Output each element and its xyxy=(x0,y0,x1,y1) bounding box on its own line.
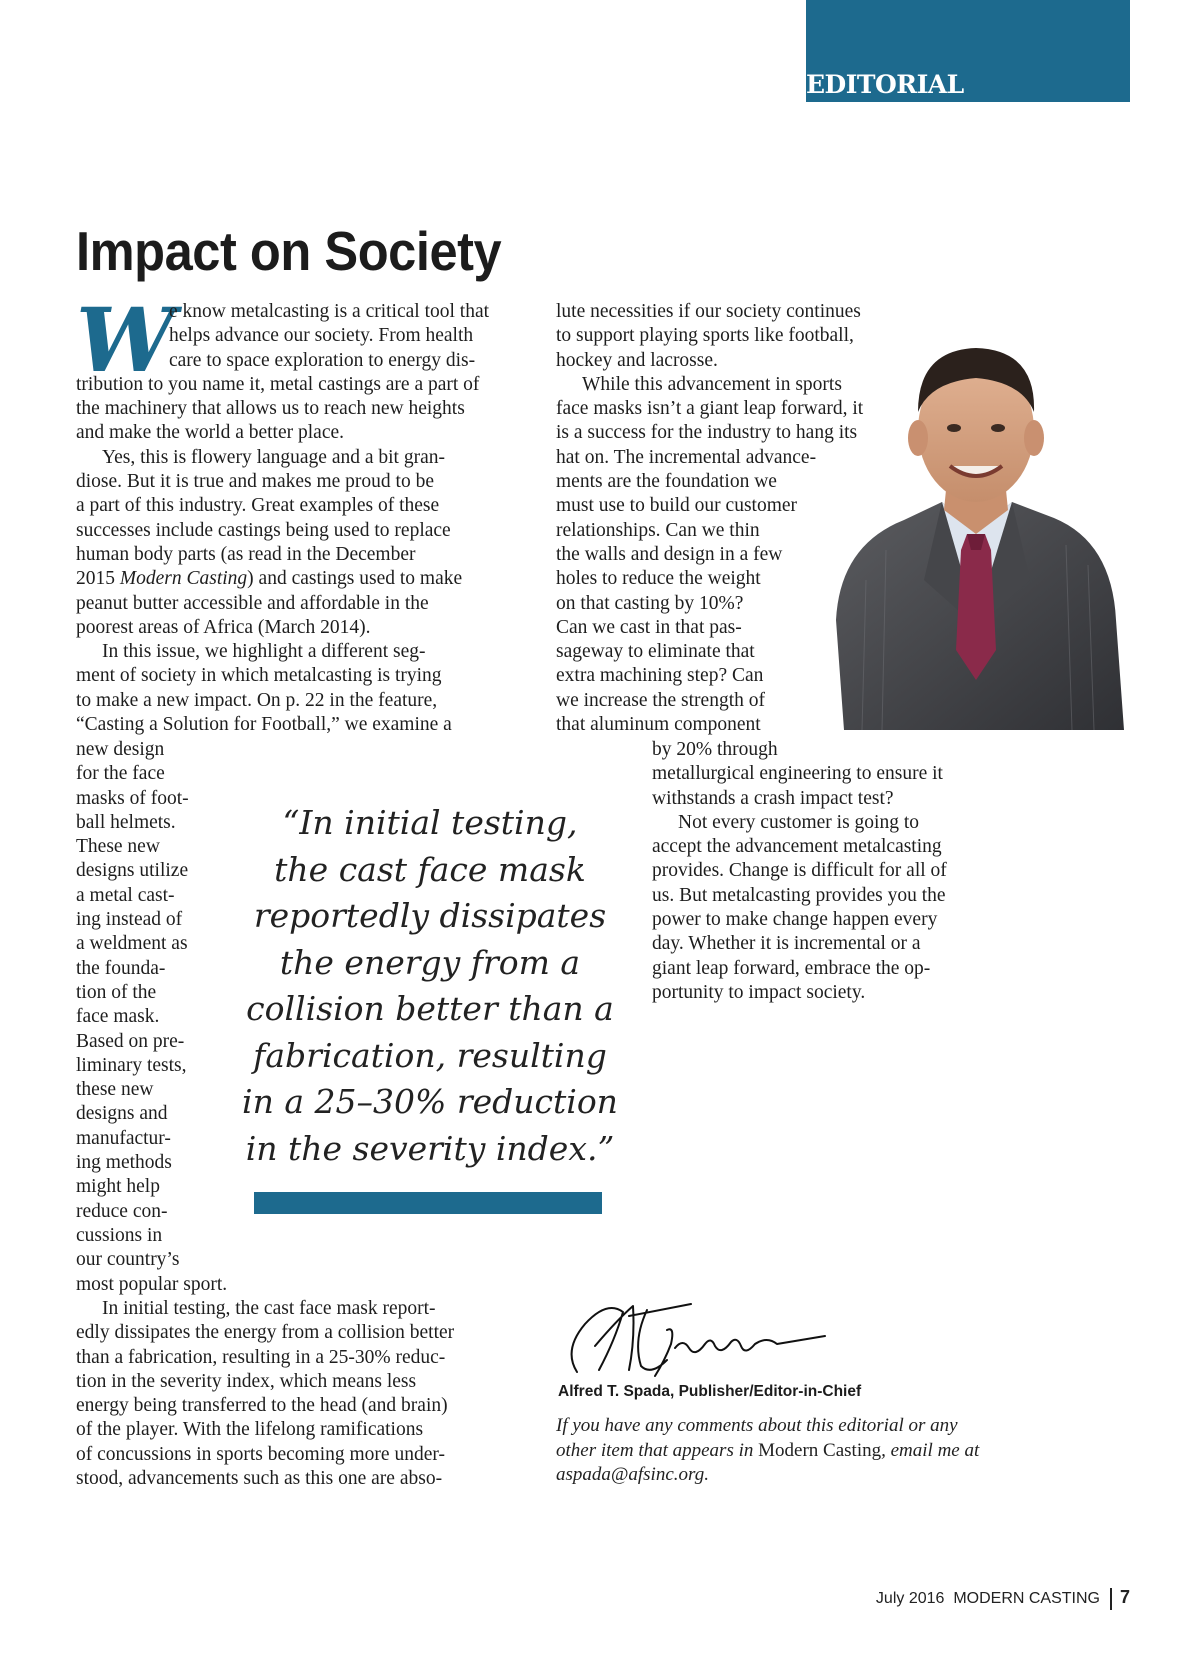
body-line: hat on. The incremental advance- xyxy=(556,446,817,468)
body-line: withstands a crash impact test? xyxy=(652,787,894,809)
body-line: successes include castings being used to replace xyxy=(76,519,451,541)
body-line: face mask. xyxy=(76,1006,160,1028)
body-line: these new xyxy=(76,1079,154,1101)
pull-quote-line: reportedly dissipates xyxy=(253,896,607,935)
body-line: Yes, this is flowery language and a bit gran- xyxy=(102,446,445,468)
body-line: helps advance our society. From health xyxy=(169,325,474,347)
footer-date: July 2016 xyxy=(875,1590,945,1607)
body-line: we increase the strength of xyxy=(556,689,765,711)
body-line: that aluminum component xyxy=(556,714,761,736)
body-line: In initial testing, the cast face mask report- xyxy=(102,1298,436,1319)
email-address: aspada@afsinc.org. xyxy=(556,1464,709,1485)
body-line: poorest areas of Africa (March 2014). xyxy=(76,616,371,638)
footer-divider xyxy=(1110,1588,1112,1610)
body-line: In this issue, we highlight a different seg- xyxy=(102,641,426,663)
body-line: diose. But it is true and makes me proud to be xyxy=(76,471,434,493)
pull-quote-line: the cast face mask xyxy=(274,849,586,889)
body-line: designs and xyxy=(76,1103,168,1125)
column-2 xyxy=(556,300,863,737)
body-line: accept the advancement metalcasting xyxy=(652,836,942,858)
pull-quote-bar xyxy=(254,1192,602,1214)
body-line: most popular sport. xyxy=(76,1273,228,1295)
note-line xyxy=(556,1439,979,1464)
body-line: the machinery that allows us to reach new heights xyxy=(76,398,465,420)
body-line: ing instead of xyxy=(76,909,183,931)
body-line: masks of foot- xyxy=(76,787,189,809)
body-line: of the player. With the lifelong ramifications xyxy=(76,1419,424,1441)
body-line: of concussions in sports becoming more under- xyxy=(76,1443,445,1465)
body-line: the founda- xyxy=(76,957,166,979)
note-text: other item that appears in xyxy=(556,1439,759,1461)
column-1-bottom xyxy=(76,1297,454,1491)
body-line: peanut butter accessible and affordable in the xyxy=(76,592,429,614)
body-line: must use to build our customer xyxy=(556,495,798,517)
column-1-narrow xyxy=(76,738,227,1297)
body-line: to make a new impact. On p. 22 in the feature, xyxy=(76,689,438,711)
body-line: a weldment as xyxy=(76,933,188,955)
body-line: us. But metalcasting provides you the xyxy=(652,884,946,906)
body-line: a metal cast- xyxy=(76,884,175,906)
body-line: e know metalcasting is a critical tool that xyxy=(169,301,490,322)
body-line: edly dissipates the energy from a collision better xyxy=(76,1322,455,1344)
body-line: metallurgical engineering to ensure it xyxy=(652,763,943,785)
body-line: stood, advancements such as this one are abso- xyxy=(76,1468,443,1490)
body-line: relationships. Can we thin xyxy=(556,519,760,541)
body-line: Can we cast in that pas- xyxy=(556,616,742,638)
pull-quote-line: in a 25–30% reduction xyxy=(242,1082,618,1121)
body-line: face masks isn’t a giant leap forward, it xyxy=(556,398,864,420)
body-line: reduce con- xyxy=(76,1200,168,1222)
column-1-top xyxy=(76,288,490,737)
section-tab-label: EDITORIAL xyxy=(806,70,964,99)
body-line: human body parts (as read in the December xyxy=(76,543,416,565)
page-title: Impact on Society xyxy=(76,220,502,282)
body-line: While this advancement in sports xyxy=(582,373,842,395)
body-line: than a fabrication, resulting in a 25-30% reduc- xyxy=(76,1346,446,1368)
body-line: the walls and design in a few xyxy=(556,543,783,565)
body-line: designs utilize xyxy=(76,860,189,882)
body-line: might help xyxy=(76,1176,160,1198)
pull-quote-line: collision better than a xyxy=(246,989,614,1028)
body-line: Based on pre- xyxy=(76,1030,185,1052)
body-line: on that casting by 10%? xyxy=(556,592,744,614)
body-line: power to make change happen every xyxy=(652,909,938,931)
note-text: , email me at xyxy=(881,1439,980,1461)
pull-quote-line: “In initial testing, xyxy=(282,803,578,842)
body-line: day. Whether it is incremental or a xyxy=(652,933,921,955)
body-line: extra machining step? Can xyxy=(556,665,764,687)
body-line: a part of this industry. Great examples of these xyxy=(76,495,440,517)
note-line xyxy=(556,1463,979,1488)
body-line: holes to reduce the weight xyxy=(556,568,761,590)
body-line: ment of society in which metalcasting is trying xyxy=(76,665,442,687)
body-line: sageway to eliminate that xyxy=(556,641,755,663)
body-text: ) and castings used to make xyxy=(247,568,463,590)
body-line: and make the world a better place. xyxy=(76,422,345,444)
body-line: for the face xyxy=(76,763,165,785)
column-2-lower xyxy=(652,738,947,1005)
body-line: liminary tests, xyxy=(76,1054,187,1076)
page-number: 7 xyxy=(1119,1587,1130,1607)
body-line: ing methods xyxy=(76,1152,172,1174)
body-line: care to space exploration to energy dis- xyxy=(169,349,476,371)
editor-signature xyxy=(555,1290,835,1380)
body-line: tion in the severity index, which means less xyxy=(76,1370,417,1392)
body-line: tion of the xyxy=(76,981,157,1003)
body-line: is a success for the industry to hang its xyxy=(556,422,858,444)
editor-portrait-photo xyxy=(826,320,1124,730)
body-line: lute necessities if our society continues xyxy=(556,301,861,322)
body-line: to support playing sports like football, xyxy=(556,325,854,347)
body-text: 2015 xyxy=(76,568,120,590)
contact-note xyxy=(556,1414,979,1488)
body-line: new design xyxy=(76,739,165,760)
body-line: energy being transferred to the head (and brain) xyxy=(76,1395,448,1417)
body-line: These new xyxy=(76,836,160,858)
body-line: manufactur- xyxy=(76,1127,171,1149)
body-line: our country’s xyxy=(76,1249,180,1271)
pull-quote xyxy=(230,800,630,1172)
body-line: portunity to impact society. xyxy=(652,981,866,1003)
body-line: “Casting a Solution for Football,” we examine a xyxy=(76,714,452,736)
body-line: cussions in xyxy=(76,1224,163,1246)
note-text: If you have any comments about this editorial or any xyxy=(556,1415,958,1436)
body-line: tribution to you name it, metal castings are a part of xyxy=(76,373,480,395)
pull-quote-line: the energy from a xyxy=(279,942,581,982)
body-line: giant leap forward, embrace the op- xyxy=(652,957,931,979)
magazine-name: Modern Casting xyxy=(119,568,248,590)
drop-cap: W xyxy=(76,288,175,392)
magazine-name: Modern Casting xyxy=(758,1439,882,1461)
body-line: ments are the foundation we xyxy=(556,471,777,493)
body-line: provides. Change is difficult for all of xyxy=(652,860,947,882)
footer-magazine: MODERN CASTING xyxy=(953,1590,1100,1607)
body-line: by 20% through xyxy=(652,739,778,760)
pull-quote-line: in the severity index.” xyxy=(245,1128,615,1168)
body-line: hockey and lacrosse. xyxy=(556,349,718,371)
page-footer xyxy=(876,1587,1130,1610)
signature-caption: Alfred T. Spada, Publisher/Editor-in-Chief xyxy=(558,1383,862,1400)
body-line: Not every customer is going to xyxy=(678,811,919,833)
note-line xyxy=(556,1414,979,1439)
body-line: ball helmets. xyxy=(76,811,176,833)
body-line xyxy=(76,567,489,591)
pull-quote-line: fabrication, resulting xyxy=(253,1035,607,1075)
